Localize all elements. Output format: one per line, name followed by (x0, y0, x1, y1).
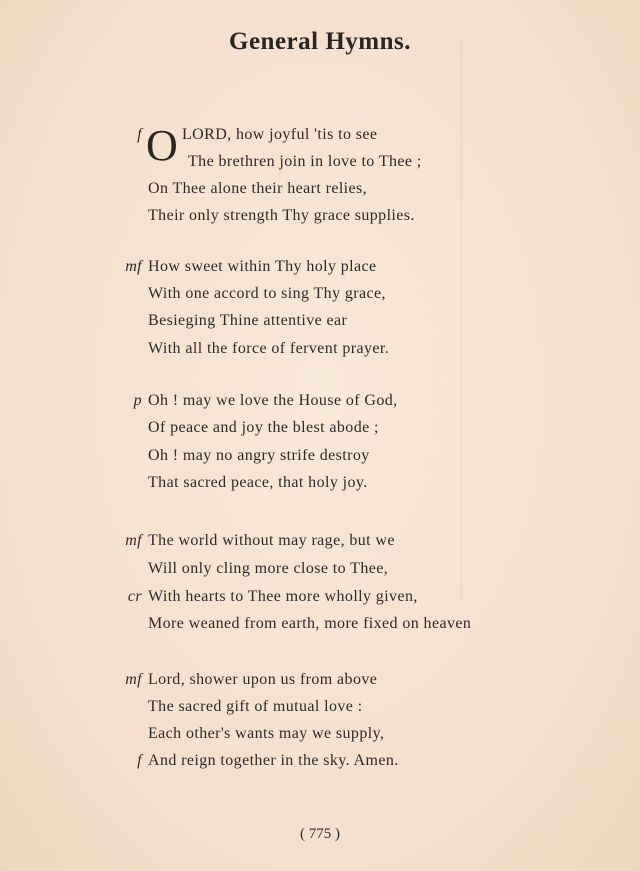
verse-line (0, 443, 640, 469)
verse-line (0, 528, 640, 554)
dynamic-mark: mf (125, 671, 142, 688)
verse-line (0, 254, 640, 280)
page-number: ( 775 ) (300, 826, 340, 842)
verse-text: More weaned from earth, more fixed on heaven (148, 615, 472, 632)
dynamic-mark: f (137, 752, 142, 769)
verse-line (0, 281, 640, 307)
verse-text: Of peace and joy the blest abode ; (148, 419, 379, 436)
verse-line (0, 584, 640, 610)
verse-text: That sacred peace, that holy joy. (148, 474, 368, 491)
verse-line (0, 611, 640, 637)
verse-line (0, 388, 640, 414)
dynamic-mark: mf (125, 258, 142, 275)
verse-text: With one accord to sing Thy grace, (148, 285, 386, 302)
verse-line (0, 694, 640, 720)
verse-line (0, 308, 640, 334)
dynamic-mark: cr (127, 588, 142, 605)
verse-line (0, 667, 640, 693)
page-title: General Hymns. (229, 28, 411, 55)
verse-text: Their only strength Thy grace supplies. (148, 207, 415, 224)
verse-text: With all the force of fervent prayer. (148, 340, 390, 357)
drop-cap: O (146, 121, 178, 170)
dynamic-mark: f (137, 126, 142, 143)
verse-text: Will only cling more close to Thee, (148, 560, 389, 577)
verse-line (0, 415, 640, 441)
verse-line (0, 149, 640, 175)
verse-text: Besieging Thine attentive ear (148, 312, 348, 329)
verse-text: LORD, how joyful 'tis to see (182, 126, 378, 143)
verse-line (0, 203, 640, 229)
verse-text: Lord, shower upon us from above (148, 671, 378, 688)
verse-line (0, 556, 640, 582)
verse-text: On Thee alone their heart relies, (148, 180, 368, 197)
verse-text: Oh ! may we love the House of God, (148, 392, 398, 409)
verse-text: The world without may rage, but we (148, 532, 395, 549)
verse-text: Oh ! may no angry strife destroy (148, 447, 370, 464)
verse-text: With hearts to Thee more wholly given, (148, 588, 418, 605)
verse-text: The sacred gift of mutual love : (148, 698, 363, 715)
dynamic-mark: p (133, 392, 142, 409)
verse-line (0, 470, 640, 496)
verse-line (0, 176, 640, 202)
verse-text: And reign together in the sky. Amen. (148, 752, 399, 769)
dynamic-mark: mf (125, 532, 142, 549)
verse-line (0, 336, 640, 362)
verse-text: How sweet within Thy holy place (148, 258, 377, 275)
verse-line (0, 748, 640, 774)
verse-line (0, 721, 640, 747)
verse-text: Each other's wants may we supply, (148, 725, 385, 742)
verse-text: The brethren join in love to Thee ; (188, 153, 422, 170)
verse-line (0, 122, 640, 148)
